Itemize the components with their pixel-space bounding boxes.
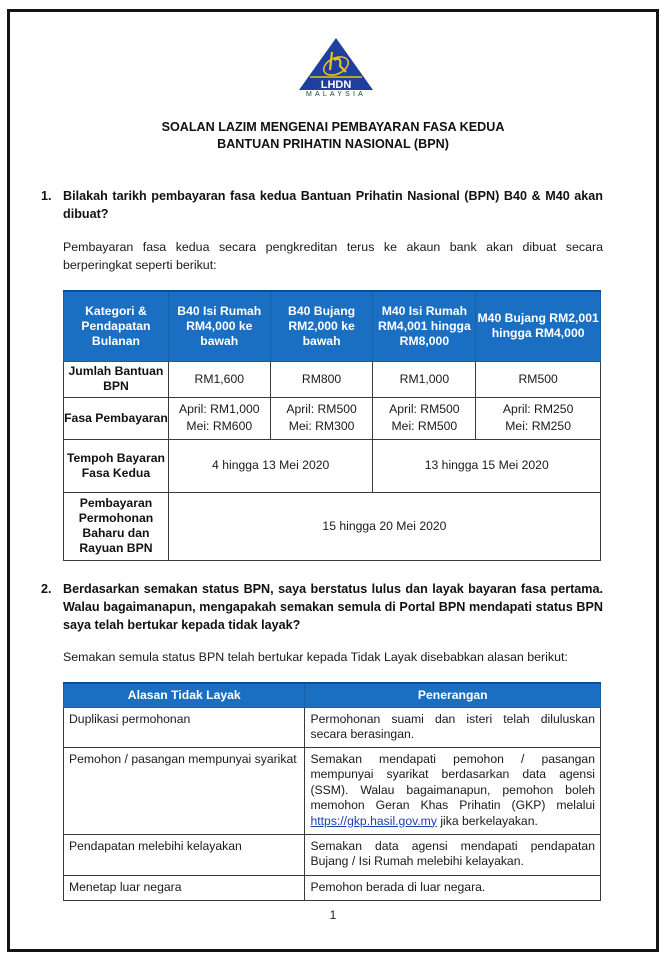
title-line-1: SOALAN LAZIM MENGENAI PEMBAYARAN FASA KEDUA — [161, 120, 505, 134]
table-row-fasa — [64, 397, 601, 439]
question-2-number: 2. — [41, 582, 52, 596]
reason-cell: Duplikasi permohonan — [64, 707, 305, 747]
table-row — [64, 875, 601, 900]
row-label: Tempoh Bayaran Fasa Kedua — [64, 439, 169, 492]
table-cell — [270, 397, 373, 439]
explanation-text: jika berkelayakan. — [436, 813, 538, 828]
april-amount: April: RM500 — [389, 402, 460, 416]
header-b40-bujang: B40 Bujang RM2,000 ke bawah — [270, 291, 373, 361]
page-number: 1 — [329, 908, 337, 922]
question-1-number: 1. — [41, 189, 52, 203]
table-cell — [373, 397, 476, 439]
header-m40-isi-rumah: M40 Isi Rumah RM4,001 hingga RM8,000 — [373, 291, 476, 361]
explanation-text: Semakan mendapati pemohon / pasangan mempunyai syarikat berdasarkan data agensi (SSM). Walau bagaimanapun, pemohon boleh memohon Geran Khas Prihatin (GKP) melalui — [310, 751, 595, 812]
table-row — [64, 834, 601, 875]
header-kategori: Kategori & Pendapatan Bulanan — [64, 291, 169, 361]
question-1-text: Bilakah tarikh pembayaran fasa kedua Bantuan Prihatin Nasional (BPN) B40 & M40 akan dibuat? — [63, 189, 603, 221]
explanation-cell: Pemohon berada di luar negara. — [305, 875, 601, 900]
reason-cell: Menetap luar negara — [64, 875, 305, 900]
question-1-answer: Pembayaran fasa kedua secara pengkreditan terus ke akaun bank akan dibuat secara berperingkat seperti berikut: — [63, 240, 603, 272]
table-cell: RM500 — [476, 361, 601, 397]
table-cell: RM800 — [270, 361, 373, 397]
row-label: Fasa Pembayaran — [64, 397, 169, 439]
header-b40-isi-rumah: B40 Isi Rumah RM4,000 ke bawah — [168, 291, 270, 361]
gkp-portal-link[interactable]: https://gkp.hasil.gov.my — [310, 813, 437, 828]
header-alasan: Alasan Tidak Layak — [64, 683, 305, 707]
april-amount: April: RM250 — [502, 402, 574, 416]
table-header-row — [64, 683, 601, 707]
table-row — [64, 747, 601, 834]
table-row-rayuan — [64, 492, 601, 560]
header-penerangan: Penerangan — [305, 683, 601, 707]
page-title — [0, 119, 666, 153]
table-cell-m40-period: 13 hingga 15 Mei 2020 — [373, 439, 601, 492]
mei-amount: Mei: RM300 — [288, 419, 355, 433]
reason-cell: Pemohon / pasangan mempunyai syarikat — [64, 747, 305, 834]
row-label: Jumlah Bantuan BPN — [64, 361, 169, 397]
table-row — [64, 707, 601, 747]
table-cell: RM1,600 — [168, 361, 270, 397]
question-2-text: Berdasarkan semakan status BPN, saya berstatus lulus dan layak bayaran fasa pertama. Walau bagaimanapun, mengapakah semakan semula di Portal BPN mendapati status BPN saya telah bertukar kepada tidak layak? — [63, 582, 603, 632]
lhdn-logo — [296, 36, 376, 102]
explanation-cell — [305, 747, 601, 834]
april-amount: April: RM1,000 — [178, 402, 260, 416]
svg-text:LHDN: LHDN — [320, 79, 352, 91]
reason-cell: Pendapatan melebihi kelayakan — [64, 834, 305, 875]
logo-country: MALAYSIA — [305, 91, 367, 98]
lhdn-triangle-logo-icon — [296, 36, 376, 92]
title-line-2: BANTUAN PRIHATIN NASIONAL (BPN) — [217, 137, 449, 151]
table-cell: RM1,000 — [373, 361, 476, 397]
table-cell — [168, 397, 270, 439]
bpn-payment-table — [63, 290, 601, 561]
table-row-jumlah — [64, 361, 601, 397]
question-2-answer: Semakan semula status BPN telah bertukar kepada Tidak Layak disebabkan alasan berikut: — [63, 650, 568, 664]
row-label: Pembayaran Permohonan Baharu dan Rayuan BPN — [64, 492, 169, 560]
ineligibility-reasons-table — [63, 682, 601, 901]
explanation-cell: Semakan data agensi mendapati pendapatan Bujang / Isi Rumah melebihi kelayakan. — [305, 834, 601, 875]
table-header-row — [64, 291, 601, 361]
table-row-tempoh — [64, 439, 601, 492]
explanation-cell: Permohonan suami dan isteri telah diluluskan secara berasingan. — [305, 707, 601, 747]
table-cell — [476, 397, 601, 439]
mei-amount: Mei: RM250 — [505, 419, 571, 433]
april-amount: April: RM500 — [286, 402, 357, 416]
table-cell-rayuan-period: 15 hingga 20 Mei 2020 — [168, 492, 600, 560]
mei-amount: Mei: RM500 — [391, 419, 458, 433]
header-m40-bujang: M40 Bujang RM2,001 hingga RM4,000 — [476, 291, 601, 361]
mei-amount: Mei: RM600 — [186, 419, 253, 433]
table-cell-b40-period: 4 hingga 13 Mei 2020 — [168, 439, 373, 492]
